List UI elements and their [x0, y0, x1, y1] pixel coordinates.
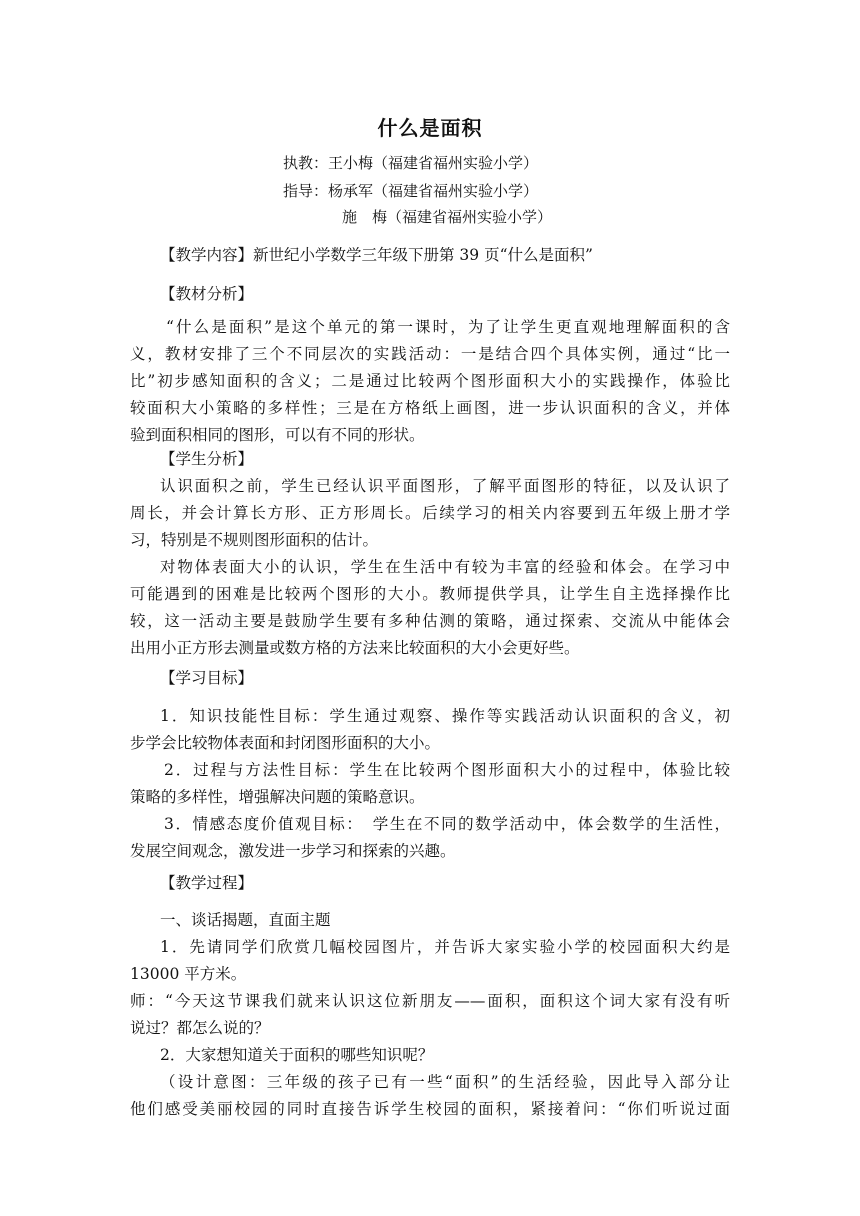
text-line: 可能遇到的困难是比较两个图形的大小。教师提供学具，让学生自主选择操作比	[130, 585, 730, 603]
author-advisor-1: 指导：杨承军（福建省福州实验小学）	[283, 182, 539, 200]
goal-line: 3．情感态度价值观目标： 学生在不同的数学活动中，体会数学的生活性，	[164, 815, 730, 833]
author-teacher: 执教：王小梅（福建省福州实验小学）	[283, 154, 539, 172]
learning-goals-paragraph	[130, 703, 730, 865]
goal-line: 1．知识技能性目标：学生通过观察、操作等实践活动认识面积的含义，初	[160, 707, 730, 725]
process-line: 2．大家想知道关于面积的哪些知识呢？	[160, 1046, 434, 1064]
student-analysis-heading: 【学生分析】	[160, 450, 254, 468]
textbook-analysis-heading: 【教材分析】	[160, 285, 254, 303]
process-heading-block	[130, 870, 730, 897]
teaching-content-paragraph	[130, 242, 730, 269]
text-line: 出用小正方形去测量或数方格的方法来比较面积的大小会更好些。	[130, 639, 580, 657]
textbook-heading-block	[130, 281, 730, 308]
learning-goals-heading: 【学习目标】	[160, 669, 254, 687]
text-line: “什么是面积”是这个单元的第一课时，为了让学生更直观地理解面积的含	[166, 318, 730, 336]
teaching-process-heading: 【教学过程】	[160, 874, 254, 892]
goal-line: 发展空间观念，激发进一步学习和探索的兴趣。	[130, 842, 456, 860]
teaching-process-paragraph	[130, 907, 730, 1123]
text-line: 比”初步感知面积的含义；二是通过比较两个图形面积大小的实践操作，体验比	[130, 372, 730, 390]
goal-line: 策略的多样性，增强解决问题的策略意识。	[130, 788, 425, 806]
process-line: 一、谈话揭题，直面主题	[160, 911, 331, 929]
text-line: 认识面积之前，学生已经认识平面图形，了解平面图形的特征，以及认识了	[160, 477, 730, 495]
text-line: 周长，并会计算长方形、正方形周长。后续学习的相关内容要到五年级上册才学	[130, 504, 730, 522]
text-line: 验到面积相同的图形，可以有不同的形状。	[130, 426, 425, 444]
goal-line: 2．过程与方法性目标：学生在比较两个图形面积大小的过程中，体验比较	[164, 761, 730, 779]
textbook-analysis-paragraph	[130, 314, 730, 449]
process-line: 师：“今天这节课我们就来认识这位新朋友——面积，面积这个词大家有没有听	[130, 992, 730, 1010]
document-title: 什么是面积	[377, 116, 483, 140]
teaching-content-line: 【教学内容】新世纪小学数学三年级下册第 39 页“什么是面积”	[160, 246, 593, 264]
text-line: 对物体表面大小的认识，学生在生活中有较为丰富的经验和体会。在学习中	[160, 558, 730, 576]
author-advisor-2: 施 梅（福建省福州实验小学）	[342, 208, 553, 226]
process-line: 1．先请同学们欣赏几幅校园图片，并告诉大家实验小学的校园面积大约是	[160, 938, 730, 956]
student-analysis-block	[130, 446, 730, 662]
text-line: 习，特别是不规则图形面积的估计。	[130, 531, 379, 549]
process-line: （设计意图：三年级的孩子已有一些“面积”的生活经验，因此导入部分让	[160, 1073, 730, 1091]
text-line: 较，这一活动主要是鼓励学生要有多种估测的策略，通过探索、交流从中能体会	[130, 612, 730, 630]
goals-heading-block	[130, 665, 730, 692]
goal-line: 步学会比较物体表面和封闭图形面积的大小。	[130, 734, 441, 752]
text-line: 较面积大小策略的多样性；三是在方格纸上画图，进一步认识面积的含义，并体	[130, 399, 730, 417]
process-line: 说过？都怎么说的？	[130, 1019, 270, 1037]
text-line: 义，教材安排了三个不同层次的实践活动：一是结合四个具体实例，通过“比一	[130, 345, 730, 363]
process-line: 他们感受美丽校园的同时直接告诉学生校园的面积，紧接着问：“你们听说过面	[130, 1100, 730, 1118]
process-line: 13000 平方米。	[130, 965, 247, 983]
